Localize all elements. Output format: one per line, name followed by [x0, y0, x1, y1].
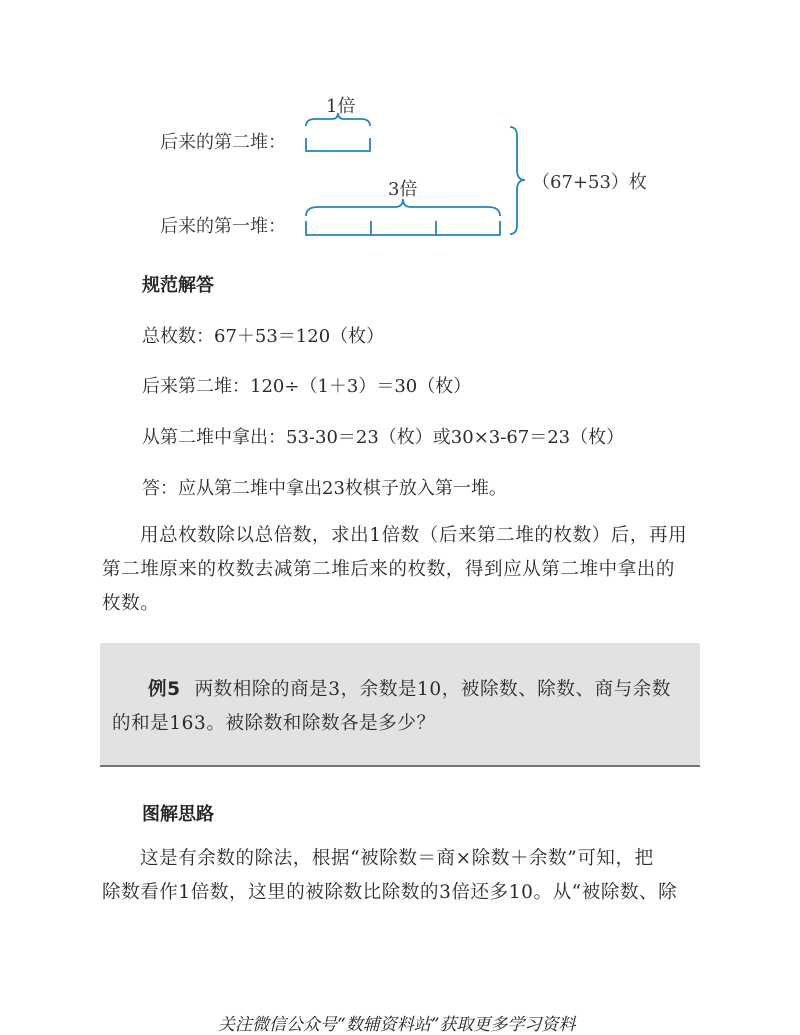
row-label-second-pile: 后来的第二堆： [160, 132, 286, 153]
example-box [100, 643, 700, 767]
row-label-first-pile: 后来的第一堆： [160, 216, 286, 237]
solution-line-1: 总枚数：67＋53＝120（枚） [142, 326, 385, 347]
explanation-line-3: 枚数。 [102, 593, 160, 614]
total-brace [510, 127, 525, 234]
top-brace [306, 113, 370, 126]
diagram-graphics [0, 0, 800, 260]
example-line-1-text: 两数相除的商是3，余数是10，被除数、除数、商与余数 [194, 679, 671, 700]
second-pile-bar [306, 138, 370, 151]
solution-line-2: 后来第二堆：120÷（1＋3）＝30（枚） [142, 376, 472, 397]
example-line-2: 的和是163。被除数和除数各是多少？ [112, 713, 436, 734]
example-line-1 [112, 673, 700, 707]
explanation-line-2: 第二堆原来的枚数去减第二堆后来的枚数，得到应从第二堆中拿出的 [102, 559, 676, 580]
analysis-line-1: 这是有余数的除法，根据“被除数＝商×除数＋余数”可知，把 [140, 848, 654, 869]
explanation-paragraph [102, 519, 702, 621]
total-label: （67+53）枚 [532, 172, 647, 193]
example-text [112, 673, 700, 741]
analysis-heading: 图解思路 [142, 804, 214, 825]
analysis-line-2: 除数看作1倍数，这里的被除数比除数的3倍还多10。从“被除数、除 [102, 882, 678, 903]
label-one-times: 1倍 [326, 96, 356, 117]
label-three-times: 3倍 [388, 179, 418, 200]
solution-line-3: 从第二堆中拿出：53-30＝23（枚）或30×3-67＝23（枚） [142, 427, 625, 448]
solution-heading: 规范解答 [142, 275, 214, 296]
explanation-line-1: 用总枚数除以总倍数，求出1倍数（后来第二堆的枚数）后，再用 [140, 525, 688, 546]
first-pile-bar [306, 221, 500, 235]
bottom-brace [306, 199, 500, 216]
answer-line: 答：应从第二堆中拿出23枚棋子放入第一堆。 [142, 478, 507, 499]
example-tag: 例5 [148, 679, 181, 700]
footer-promo: 关注微信公众号“数辅资料站”获取更多学习资料 [218, 1015, 576, 1035]
analysis-paragraph [102, 842, 702, 910]
